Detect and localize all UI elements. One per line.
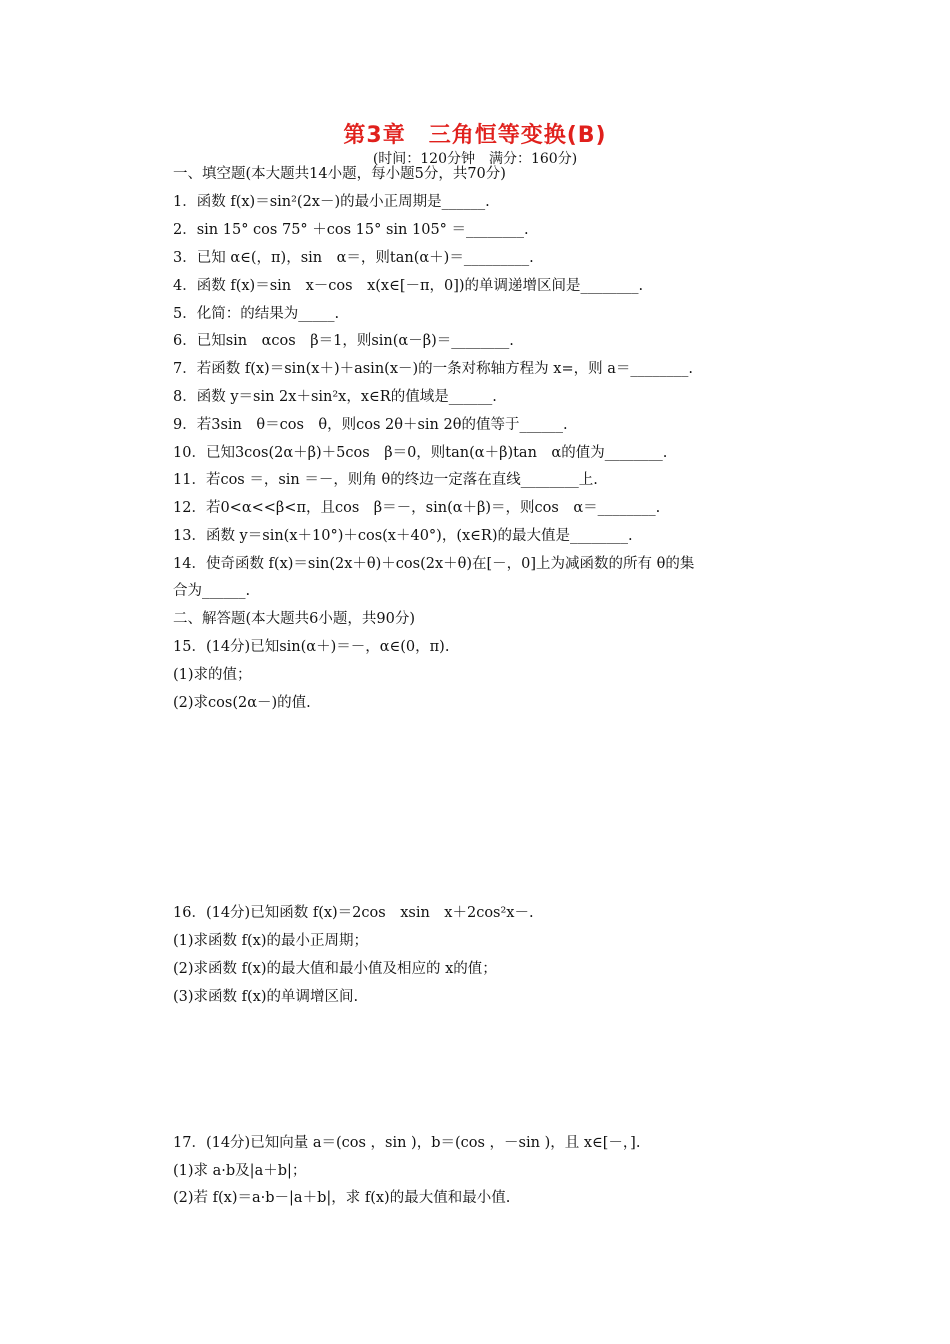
question-9: 9．若3sin θ＝cos θ，则cos 2θ＋sin 2θ的值等于______. <box>173 417 568 433</box>
question-10: 10．已知3cos(2α＋β)＋5cos β＝0，则tan(α＋β)tan α的值为________. <box>173 445 668 461</box>
problem-17-part-2: (2)若 f(x)＝a·b－|a＋b|，求 f(x)的最大值和最小值. <box>173 1190 511 1206</box>
section-heading-fill-in: 一、填空题(本大题共14小题，每小题5分，共70分) <box>173 166 506 182</box>
question-12: 12．若0<α<<β<π，且cos β＝－，sin(α＋β)＝，则cos α＝________. <box>173 500 661 516</box>
problem-17: 17．(14分)已知向量 a＝(cos ，sin )，b＝(cos ，－sin )，且 x∈[－，]. <box>173 1135 641 1151</box>
problem-15: 15．(14分)已知sin(α＋)＝－，α∈(0，π). <box>173 639 450 655</box>
question-4: 4．函数 f(x)＝sin x－cos x(x∈[－π，0])的单调递增区间是________. <box>173 278 644 294</box>
page-title: 第3章 三角恒等变换(B) <box>343 123 607 148</box>
question-5: 5．化简：的结果为_____. <box>173 306 340 322</box>
question-1: 1．函数 f(x)＝sin²(2x－)的最小正周期是______. <box>173 194 490 210</box>
problem-16: 16．(14分)已知函数 f(x)＝2cos xsin x＋2cos²x－. <box>173 905 534 921</box>
question-14-continued: 合为______. <box>173 583 251 599</box>
page-subtitle: (时间：120分钟 满分：160分) <box>372 151 578 167</box>
question-6: 6．已知sin αcos β＝1，则sin(α－β)＝________. <box>173 333 514 349</box>
question-11: 11．若cos ＝，sin ＝－，则角 θ的终边一定落在直线________上. <box>173 472 598 488</box>
question-14: 14．使奇函数 f(x)＝sin(2x＋θ)＋cos(2x＋θ)在[－，0]上为减函数的所有 θ的集 <box>173 556 695 572</box>
section-heading-solve: 二、解答题(本大题共6小题，共90分) <box>173 611 415 627</box>
problem-16-part-2: (2)求函数 f(x)的最大值和最小值及相应的 x的值； <box>173 961 497 977</box>
problem-17-part-1: (1)求 a·b及|a＋b|； <box>173 1163 307 1179</box>
problem-15-part-2: (2)求cos(2α－)的值. <box>173 695 311 711</box>
question-3: 3．已知 α∈(，π)，sin α＝，则tan(α＋)＝_________. <box>173 250 534 266</box>
question-13: 13．函数 y＝sin(x＋10°)＋cos(x＋40°)，(x∈R)的最大值是________. <box>173 528 633 544</box>
question-7: 7．若函数 f(x)＝sin(x＋)＋asin(x－)的一条对称轴方程为 x=，则 a＝________. <box>173 361 693 377</box>
question-8: 8．函数 y＝sin 2x＋sin²x，x∈R的值域是______. <box>173 389 497 405</box>
problem-15-part-1: (1)求的值； <box>173 667 252 683</box>
problem-16-part-1: (1)求函数 f(x)的最小正周期； <box>173 933 369 949</box>
question-2: 2．sin 15° cos 75° ＋cos 15° sin 105° ＝________. <box>173 222 529 238</box>
problem-16-part-3: (3)求函数 f(x)的单调增区间. <box>173 989 359 1005</box>
